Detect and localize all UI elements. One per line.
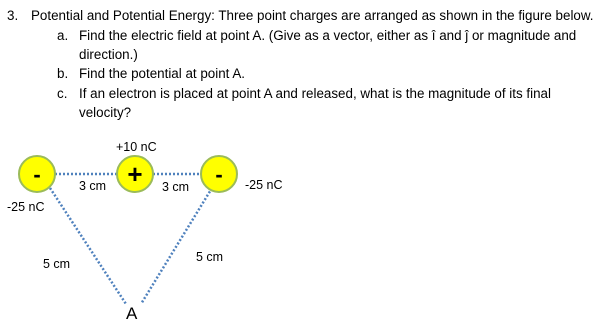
charge-right-sign: - (215, 162, 223, 187)
charge-right-label: -25 nC (245, 178, 283, 192)
item-c-line-2: velocity? (79, 105, 132, 120)
item-b-marker: b. (57, 66, 69, 81)
problem-number: 3. (7, 8, 19, 23)
problem-heading: Potential and Potential Energy: Three point charges are arranged as shown in the figure below. (31, 8, 594, 23)
charge-left-label: -25 nC (7, 200, 45, 214)
item-a-line-1: Find the electric field at point A. (Give as a vector, either as î and ĵ or magnitude and (79, 28, 577, 43)
distance-label-right-top: 3 cm (162, 180, 190, 194)
dotted-line-left-side (50, 188, 126, 304)
distance-label-left-side: 5 cm (43, 257, 71, 271)
dotted-line-right-side (141, 188, 212, 304)
point-a-label: A (126, 304, 138, 323)
item-a-marker: a. (57, 28, 69, 43)
distance-label-left-top: 3 cm (79, 179, 107, 193)
item-a-line-2: direction.) (79, 47, 138, 62)
item-c-line-1: If an electron is placed at point A and released, what is the magnitude of its final (79, 86, 551, 101)
charge-middle-label: +10 nC (116, 140, 157, 154)
item-c-marker: c. (57, 86, 68, 101)
charge-left-sign: - (33, 162, 41, 187)
item-b-line-1: Find the potential at point A. (79, 66, 246, 81)
distance-label-right-side: 5 cm (196, 250, 224, 264)
charge-middle-sign: + (127, 159, 143, 189)
